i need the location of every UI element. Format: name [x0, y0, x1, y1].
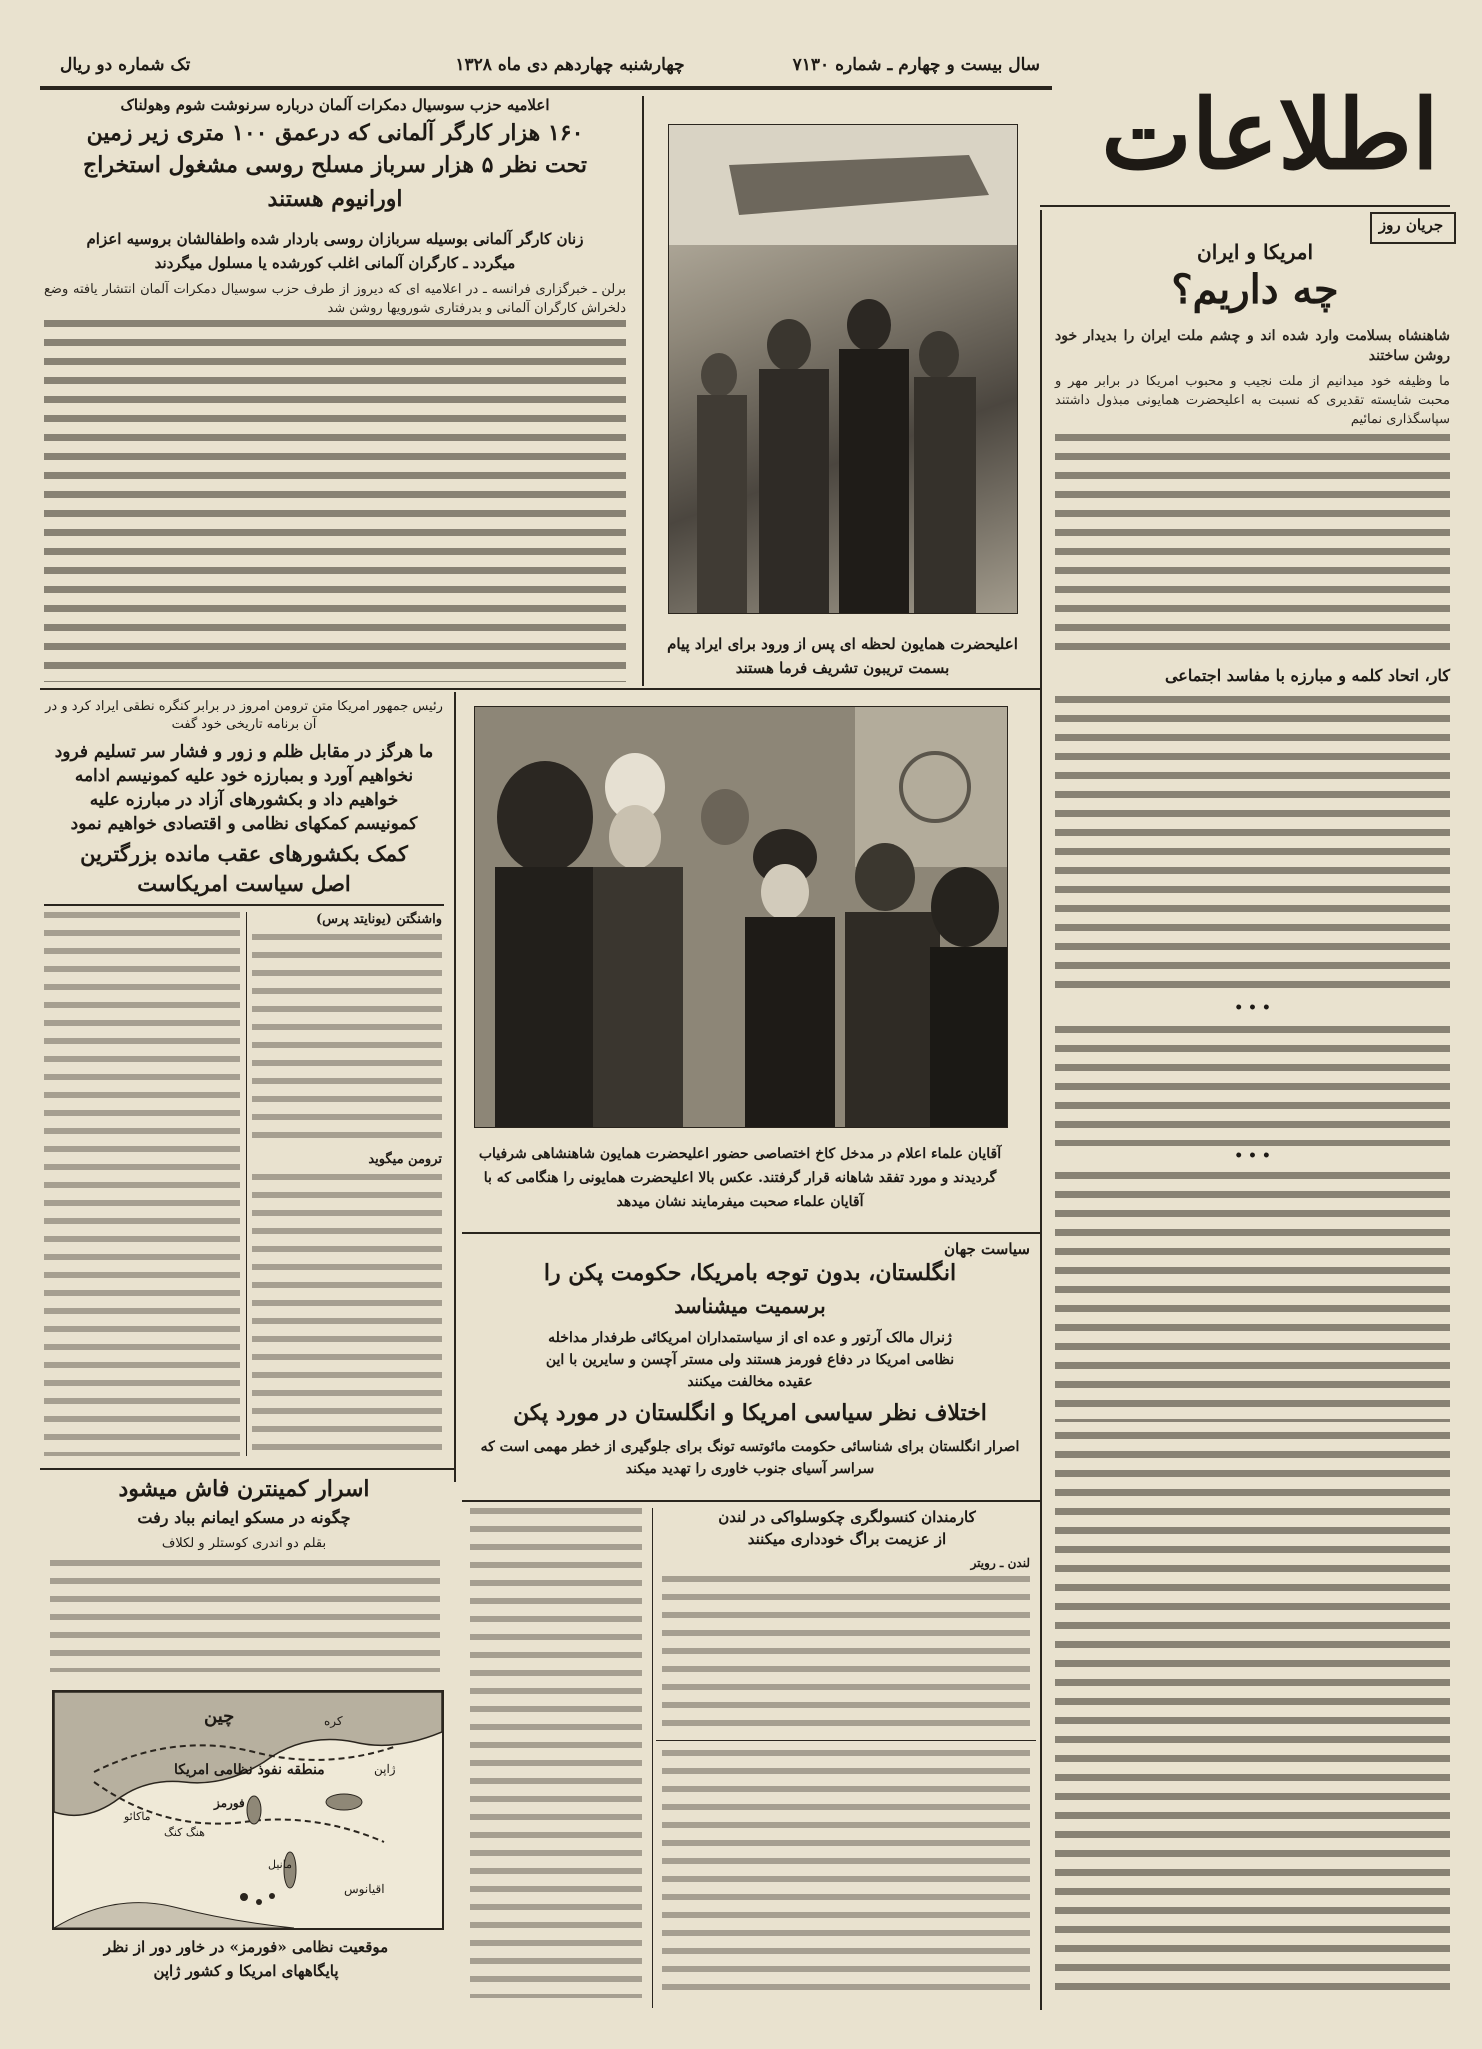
editorial-paragraph: ما وظیفه خود میدانیم از ملت نجیب و محبوب امریکا در برابر مهر و محبت شایسته تقدیری که نسبت به اعلیحضرت همایونی مبذول داشتند سپاسگذاری نمائیم: [1055, 374, 1450, 427]
ulama-photo: [474, 706, 1008, 1128]
editorial-headline: چه داریم؟: [1171, 266, 1339, 313]
truman-dateline: واشنگتن (یونایتد پرس): [316, 912, 442, 927]
china-subhead-1: ژنرال مالک آرتور و عده ای از سیاستمداران امریکائی طرفدار مداخله: [548, 1330, 952, 1346]
china-headline-2: برسمیت میشناسد: [674, 1294, 826, 1318]
ulama-caption-rule: [462, 1232, 1040, 1234]
map-label-us-zone: منطقه نفوذ نظامی امریکا: [174, 1762, 325, 1778]
cominform-headline: اسرار کمینترن فاش میشود: [118, 1476, 370, 1502]
shah-arrival-photo-image: [669, 125, 1017, 613]
header-rule: [40, 86, 1052, 90]
china-body-col-left: [470, 1508, 642, 1998]
truman-right-rule: [454, 692, 456, 1482]
masthead-rule: [1040, 205, 1450, 207]
column-rule-right: [1040, 210, 1042, 2010]
truman-headline-3: خواهیم داد و بکشورهای آزاد در مبارزه علیه: [89, 790, 399, 810]
truman-body-col-2: [44, 912, 240, 1456]
truman-head-rule: [44, 904, 444, 906]
truman-kicker: رئیس جمهور امریکا متن ترومن امروز در برابر کنگره نطقی ایراد کرد و در آن برنامه تاریخی خود گفت: [45, 699, 443, 732]
cominform-top-rule: [40, 1468, 456, 1470]
editorial-kicker: امریکا و ایران: [1197, 240, 1313, 264]
editorial-subhead: کار، اتحاد کلمه و مبارزه با مفاسد اجتماعی: [1164, 666, 1450, 685]
czech-dateline: لندن ـ رویتر: [970, 1556, 1030, 1570]
china-deck: اصرار انگلستان برای شناسائی حکومت مائوتسه تونگ برای جلوگیری از خطر مهمی است که سراسر آسیای جنوب خاوری را تهدید میکند: [480, 1439, 1020, 1477]
shah-arrival-caption: اعلیحضرت همایون لحظه ای پس از ورود برای ایراد پیام بسمت تریبون تشریف فرما هستند: [667, 635, 1018, 677]
czech-bottom-rule: [656, 1740, 1036, 1741]
china-headline-3: اختلاف نظر سیاسی امریکا و انگلستان در مورد پکن: [513, 1400, 987, 1426]
editorial-body-text-5: [1055, 1432, 1450, 1992]
issue-number: سال بیست و چهارم ـ شماره ۷۱۳۰: [792, 55, 1040, 75]
czech-headline-2: از عزیمت براگ خودداری میکنند: [747, 1530, 947, 1548]
cominform-body-text: [50, 1560, 440, 1672]
map-caption-1: موقعیت نظامی «فورمز» در خاور دور از نظر: [103, 1938, 389, 1956]
map-label-manila: مانیل: [268, 1858, 292, 1871]
formosa-map: [52, 1690, 444, 1930]
cominform-byline: بقلم دو اندری کوستلر و لکلاف: [161, 1536, 327, 1551]
top-story-headline-3: اورانیوم هستند: [267, 186, 403, 212]
truman-headline-1: ما هرگز در مقابل ظلم و زور و فشار سر تسلیم فرود: [54, 742, 434, 762]
section-label: جریان روز: [1378, 216, 1444, 234]
map-label-macao: ماکائو: [124, 1810, 151, 1823]
truman-headline-2: نخواهیم آورد و بمبارزه خود علیه کمونیسم ادامه: [74, 766, 414, 786]
map-label-formosa: فورمز: [214, 1796, 245, 1810]
top-story-body-text: [44, 320, 626, 682]
editorial-body-text-1: [1055, 434, 1450, 654]
top-story-lead: برلن ـ خبرگزاری فرانسه ـ در اعلامیه ای که دیروز از طرف حزب سوسیال دمکرات آلمان انتشار یافته وضع دلخراش کارگران آلمانی و بدرفتاری شورویها روشن شد: [44, 282, 626, 316]
separator-dots-1: • • •: [1234, 1000, 1271, 1016]
truman-body-col-1b: [252, 1174, 442, 1456]
separator-dots-2: • • •: [1234, 1148, 1271, 1164]
map-label-hongkong: هنگ کنگ: [164, 1826, 205, 1839]
china-subhead-2: نظامی امریکا در دفاع فورمز هستند ولی مستر آچسن و سایرین با این: [545, 1352, 955, 1368]
top-story-kicker: اعلامیه حزب سوسیال دمکرات آلمان درباره سرنوشت شوم وهولناک: [120, 96, 550, 114]
truman-headline-6: اصل سیاست امریکاست: [137, 871, 351, 896]
china-col-rule: [652, 1508, 653, 2008]
cominform-subhead: چگونه در مسکو ایمانم بباد رفت: [137, 1508, 351, 1527]
truman-point-1: ترومن میگوید: [368, 1152, 442, 1167]
top-story-bottom-rule: [40, 688, 1040, 690]
shah-arrival-photo: [668, 124, 1018, 614]
editorial-body-text-4: [1055, 1172, 1450, 1422]
top-story-headline-1: ۱۶۰ هزار کارگر آلمانی که درعمق ۱۰۰ متری زیر زمین: [86, 120, 584, 146]
column-rule-top-story: [642, 96, 644, 686]
map-label-korea: کره: [324, 1714, 343, 1728]
czech-body-text: [662, 1576, 1030, 1726]
czech-headline-1: کارمندان کنسولگری چکوسلواکی در لندن: [718, 1508, 976, 1526]
top-story-subhead-2: میگردد ـ کارگران آلمانی اغلب کورشده یا مسلول میگردند: [154, 254, 516, 272]
map-label-japan: ژاپن: [374, 1762, 396, 1776]
china-subhead-3: عقیده مخالفت میکنند: [687, 1374, 813, 1390]
map-label-china: چین: [204, 1706, 235, 1727]
top-story-subhead-1: زنان کارگر آلمانی بوسیله سربازان روسی باردار شده واطفالشان بروسیه اعزام: [86, 230, 584, 248]
map-label-ocean: اقیانوس: [344, 1882, 385, 1896]
truman-headline-5: کمک بکشورهای عقب مانده بزرگترین: [80, 841, 408, 866]
ulama-photo-image: [475, 707, 1007, 1127]
top-story-headline-2: تحت نظر ۵ هزار سرباز مسلح روسی مشغول استخراج: [83, 152, 587, 178]
price-label: تک شماره دو ریال: [60, 55, 191, 75]
truman-headline-4: کمونیسم کمکهای نظامی و اقتصادی خواهیم نمود: [70, 814, 418, 834]
editorial-lead: شاهنشاه بسلامت وارد شده اند و چشم ملت ایران را بدیدار خود روشن ساختند: [1055, 328, 1450, 364]
editorial-body-text-3: [1055, 1026, 1450, 1146]
truman-col-rule: [246, 912, 247, 1456]
china-body-col-right-bottom: [662, 1750, 1030, 1998]
editorial-body-text-2: [1055, 696, 1450, 996]
china-kicker: سیاست جهان: [944, 1240, 1030, 1258]
ulama-caption: آقایان علماء اعلام در مدخل کاخ اختصاصی حضور اعلیحضرت همایون شاهنشاهی شرفیاب گردیدند و مورد تفقد شاهانه قرار گرفتند. عکس بالا اعلیحضرت همایونی را هنگامی که با آقایان علماء صحبت میفرمایند نشان میدهد: [478, 1146, 1002, 1210]
china-headline-1: انگلستان، بدون توجه بامریکا، حکومت پکن را: [543, 1260, 957, 1286]
map-caption-2: پایگاههای امریکا و کشور ژاپن: [153, 1962, 339, 1980]
china-head-rule: [462, 1500, 1040, 1502]
date-line: چهارشنبه چهاردهم دی ماه ۱۳۲۸: [455, 55, 685, 75]
truman-body-col-1: [252, 934, 442, 1144]
masthead: اطلاعات: [1101, 78, 1439, 191]
